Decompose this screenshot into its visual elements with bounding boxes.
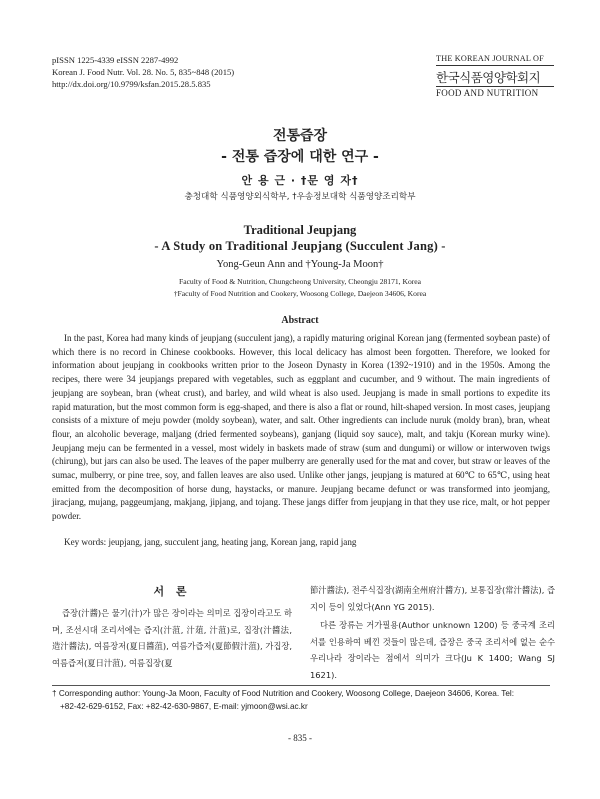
- korean-authors: 안 용 근 · †문 영 자†: [241, 174, 359, 187]
- english-title: Traditional Jeupjang: [243, 223, 357, 237]
- introduction-right-paragraph-2: 다른 장류는 거가필용(Author unknown 1200) 등 중국계 조리서를 인용하여 베낀 것들이 많은데, 즙장은 중국 조리서에 없는 순수 우리나라 장이라는 점에서 의미가 크다(Ju K 1400; Wang SJ 1621).: [310, 620, 555, 680]
- journal-name-en-top: THE KOREAN JOURNAL OF: [436, 54, 554, 66]
- corresponding-author-footnote: [52, 688, 552, 714]
- journal-name-kr: 한국식품영양학회지: [436, 70, 541, 85]
- footnote-line-2: +82-42-629-6152, Fax: +82-42-630-9867, E-mail: yjmoon@wsi.ac.kr: [60, 701, 308, 711]
- keywords: Key words: jeupjang, jang, succulent jang, heating jang, Korean jang, rapid jang: [64, 537, 357, 547]
- english-authors: Yong-Geun Ann and †Young-Ja Moon†: [216, 259, 384, 270]
- english-subtitle: - A Study on Traditional Jeupjang (Succulent Jang) -: [154, 239, 446, 253]
- footnote-divider: [52, 685, 550, 686]
- abstract-body: In the past, Korea had many kinds of jeupjang (succulent jang), a rapidly maturing original Korean jang (fermented soybean paste) of which there is no record in Chinese cookbooks. However, this local delicacy has almost been forgotten. Therefore, we looked for information about jeupjang in cookbooks written prior to the Joseon Dynasty in Korea (1392~1910) and in the 1950s. Among the recipes, there were 34 jeupjangs prepared with vegetables, such as eggplant and cucumber, and 9 without. The main ingredients of jeupjang are soybean, bran (wheat crust), and barley, and wild wheat is also used. Jeupjang is made in small portions to expedite its rapid maturation, but the most common form is egg-shaped, and there is also a flat or round, hilt-shaped version. In most cases, jeupjang consists of a mixture of meju powder (moldy soybean), water, and salt. Other ingredients can include nuruk (moldy bran), bran, wheat flour, an alcoholic beverage, maljang (dried fermented soybeans), ganjang (liquid soy sauce), malt, and takju (Korean murky wine). Jeupjang meju can be fermented in a vessel, most widely in baskets made of straw (sum and dungumi) or willow or interwoven twigs (chirung), but jars can also be used. The leaves of the paper mulberry are generally used for the mat and cover, but straw or leaves of the sumac, mulberry, or pine tree, soy, and fallen leaves are also used. Unlike other jangs, jeupjang is matured at 60℃ to 65℃, using heat emitted from the decomposition of horse dung, haystacks, or manure. Jeupjang became defunct or was transformed into jeomjang, jiracjang, mujang, paggeumjang, makjang, jipjang, and tojang. These jangs differ from jeupjang in that they use rice, malt, or hot pepper powder.: [52, 333, 550, 522]
- korean-affiliation: 충청대학 식품영양외식학부, †우송정보대학 식품영양조리학부: [184, 192, 416, 202]
- abstract-heading: Abstract: [281, 315, 319, 326]
- korean-title: 전통즙장: [272, 128, 328, 144]
- citation-line: Korean J. Food Nutr. Vol. 28. No. 5, 835~848 (2015): [52, 67, 235, 78]
- footnote-line-1: † Corresponding author: Young-Ja Moon, Faculty of Food Nutrition and Cookery, Woosong College, Daejeon 34606, Korea. Tel:: [52, 689, 514, 698]
- introduction-right-paragraph-1: 節汁醬法), 전주식집장(湖南全州府汁醬方), 보통집장(常汁醬法), 즙지이 등이 있었다(Ann YG 2015).: [310, 585, 555, 612]
- page-number: - 835 -: [288, 733, 312, 743]
- journal-name-en-bottom: FOOD AND NUTRITION: [436, 86, 554, 98]
- introduction-heading: 서 론: [153, 585, 191, 598]
- english-affiliation-1: Faculty of Food & Nutrition, Chungcheong University, Cheongju 28171, Korea: [178, 277, 422, 286]
- issn-line: pISSN 1225-4339 eISSN 2287-4992: [52, 55, 179, 65]
- english-affiliation-2: †Faculty of Food Nutrition and Cookery, Woosong College, Daejeon 34606, Korea: [173, 289, 427, 298]
- doi-link[interactable]: http://dx.doi.org/10.9799/ksfan.2015.28.5.835: [52, 79, 211, 90]
- korean-subtitle: - 전통 즙장에 대한 연구 -: [221, 149, 379, 165]
- introduction-left-column: 즙장(汁醬)은 물기(汁)가 많은 장이라는 의미로 집장이라고도 하며, 조선시대 조리서에는 즙지(汁菹, 汁葅, 汁菹)로, 집장(汁醬法, 造汁醬法), 여름장저(夏日醬菹), 여름가즙저(夏節假汁菹), 가집장, 여름즙저(夏日汁菹), 여름집장(夏: [52, 608, 292, 668]
- citation-header: [52, 54, 234, 91]
- journal-logo: [436, 54, 554, 98]
